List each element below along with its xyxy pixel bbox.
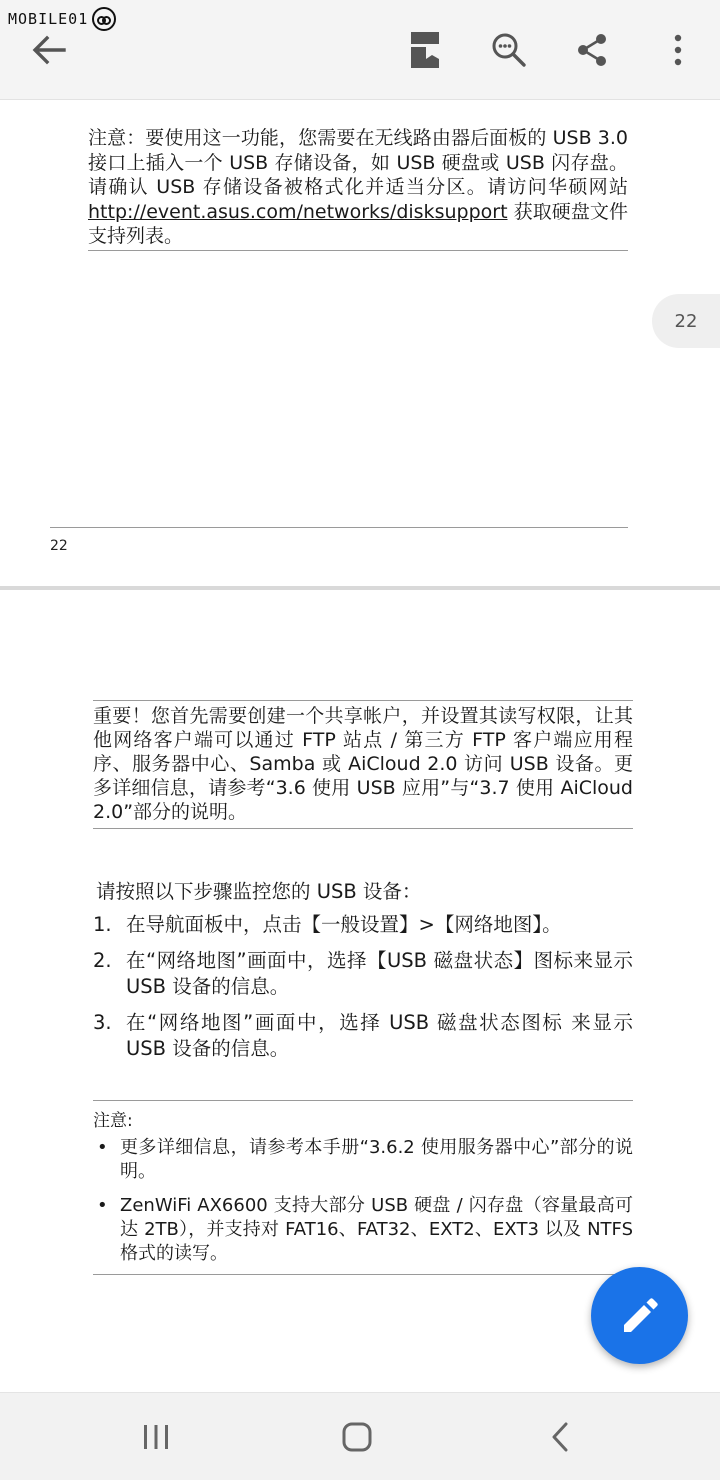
step-number: 2. — [93, 949, 112, 972]
nav-back-button[interactable] — [530, 1409, 590, 1465]
search-in-doc-icon — [491, 32, 527, 68]
important-top-rule — [93, 700, 633, 701]
home-button[interactable] — [327, 1409, 387, 1465]
step-text: 在导航面板中，点击【一般设置】>【网络地图】。 — [126, 913, 562, 936]
note-bottom-rule — [88, 250, 628, 251]
edit-fab-button[interactable] — [591, 1267, 688, 1364]
notes-list — [93, 1136, 633, 1276]
notes-title: 注意: — [93, 1111, 133, 1131]
list-item — [93, 1136, 633, 1184]
page-indicator-badge[interactable]: 22 — [652, 294, 720, 348]
system-nav-bar — [0, 1392, 720, 1480]
disksupport-link[interactable]: http://event.asus.com/networks/disksupport — [88, 200, 508, 223]
notes-top-rule — [93, 1100, 633, 1101]
pdf-page-22 — [0, 100, 720, 586]
bullet-text: ZenWiFi AX6600 支持大部分 USB 硬盘 / 闪存盘（容量最高可达 2TB），并支持对 FAT16、FAT32、EXT2、EXT3 以及 NTFS 格式的读写。 — [120, 1195, 633, 1264]
home-icon — [341, 1421, 373, 1453]
bullet-mark: • — [97, 1137, 108, 1158]
more-vert-icon — [673, 33, 683, 67]
back-button[interactable] — [21, 22, 77, 78]
step-number: 3. — [93, 1011, 112, 1034]
page-footer-number: 22 — [50, 538, 68, 554]
usb-note-text-end: 获取硬盘文件支持列表。 — [88, 200, 628, 247]
usb-note-paragraph — [88, 126, 628, 249]
steps-intro: 请按照以下步骤监控您的 USB 设备： — [96, 880, 422, 903]
bullet-mark: • — [97, 1195, 108, 1216]
top-app-bar — [0, 0, 720, 100]
footer-rule — [50, 527, 628, 528]
page-layout-button[interactable] — [397, 22, 453, 78]
recents-icon — [141, 1423, 171, 1451]
important-bottom-rule — [93, 828, 633, 829]
list-item — [93, 948, 633, 1000]
recents-button[interactable] — [126, 1409, 186, 1465]
edit-pencil-icon — [620, 1296, 660, 1336]
share-button[interactable] — [564, 22, 620, 78]
list-item — [93, 1194, 633, 1266]
list-item — [93, 912, 633, 938]
watermark-text: MOBILE01 — [8, 10, 89, 28]
bookmark-page-icon — [410, 31, 440, 69]
search-button[interactable] — [481, 22, 537, 78]
important-paragraph: 重要！您首先需要创建一个共享帐户，并设置其读写权限，让其他网络客户端可以通过 FTP 站点 / 第三方 FTP 客户端应用程序、服务器中心、Samba 或 AiCloud 2.0 访问 USB 设备。更多详细信息，请参考“3.6 使用 USB 应用”与“3.7 使用 AiCloud 2.0”部分的说明。 — [93, 705, 633, 823]
bullet-text: 更多详细信息，请参考本手册“3.6.2 使用服务器中心”部分的说明。 — [120, 1137, 633, 1182]
watermark-face-icon — [92, 7, 116, 31]
more-options-button[interactable] — [650, 22, 706, 78]
share-icon — [576, 33, 608, 67]
step-text: 在“网络地图”画面中，选择【USB 磁盘状态】图标来显示 USB 设备的信息。 — [126, 949, 633, 998]
pdf-page-23 — [0, 590, 720, 1390]
step-text: 在“网络地图”画面中，选择 USB 磁盘状态图标 来显示 USB 设备的信息。 — [126, 1011, 633, 1060]
usb-note-text: 注意：要使用这一功能，您需要在无线路由器后面板的 USB 3.0 接口上插入一个 USB 存储设备，如 USB 硬盘或 USB 闪存盘。请确认 USB 存储设备被格式化并适当分区。请访问华硕网站 — [88, 127, 628, 198]
list-item — [93, 1010, 633, 1062]
steps-list — [93, 912, 633, 1072]
arrow-left-icon — [32, 35, 66, 65]
nav-back-icon — [550, 1422, 570, 1452]
step-number: 1. — [93, 913, 112, 936]
notes-bottom-rule — [93, 1274, 633, 1275]
